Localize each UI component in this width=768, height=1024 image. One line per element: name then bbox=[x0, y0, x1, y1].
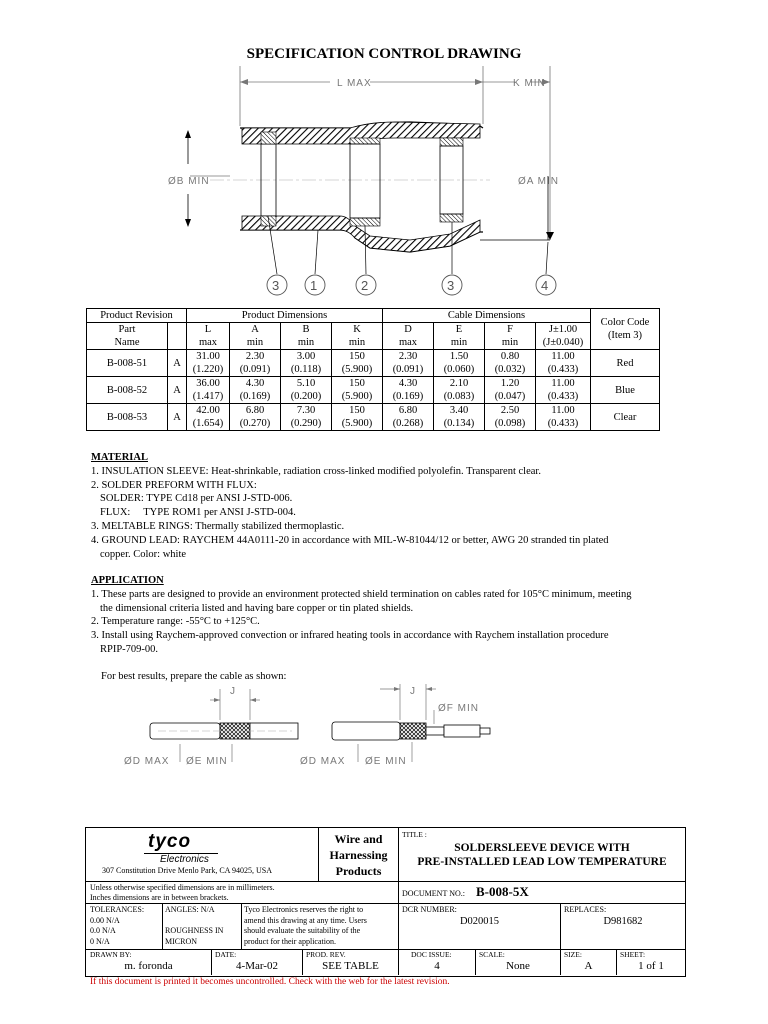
prod-rev-value: SEE TABLE bbox=[322, 960, 379, 972]
cable-prep-drawing bbox=[120, 684, 510, 770]
material-section bbox=[91, 451, 609, 561]
value-cell: 150 (5.900) bbox=[332, 350, 383, 377]
col-subheader: min bbox=[434, 336, 485, 350]
angles-roughness: ANGLES: N/A ROUGHNESS IN MICRON bbox=[165, 905, 224, 946]
material-line: copper. Color: white bbox=[100, 548, 187, 560]
product-dims-group-header: Product Dimensions bbox=[187, 309, 383, 323]
value-cell: 2.30 (0.091) bbox=[230, 350, 281, 377]
value-cell: 7.30 (0.290) bbox=[281, 404, 332, 431]
callout-bubble: 1 bbox=[310, 278, 318, 293]
dcr-number: D020015 bbox=[459, 916, 500, 927]
callout-bubble: 2 bbox=[361, 278, 369, 293]
value-cell: 3.00 (0.118) bbox=[281, 350, 332, 377]
doc-issue-label: DOC ISSUE: bbox=[411, 950, 452, 959]
material-line: SOLDER: TYPE Cd18 per ANSI J-STD-006. bbox=[100, 493, 293, 505]
color-cell: Clear bbox=[591, 404, 660, 431]
prepare-note: For best results, prepare the cable as shown: bbox=[101, 670, 287, 682]
col-header: A bbox=[230, 323, 281, 337]
rev-header-line2 bbox=[168, 336, 187, 350]
value-cell: 150 (5.900) bbox=[332, 377, 383, 404]
application-section bbox=[91, 574, 632, 684]
material-heading: MATERIAL bbox=[91, 452, 148, 463]
document-title: SOLDERSLEEVE DEVICE WITH PRE-INSTALLED LEAD LOW TEMPERATURE bbox=[417, 842, 667, 868]
product-group: Wire and Harnessing Products bbox=[329, 832, 388, 878]
rev-cell: A bbox=[168, 377, 187, 404]
rev-cell: A bbox=[168, 350, 187, 377]
sheet-label: SHEET: bbox=[620, 950, 646, 959]
scale-value: None bbox=[506, 960, 530, 972]
value-cell: 11.00 (0.433) bbox=[536, 350, 591, 377]
date-value: 4-Mar-02 bbox=[236, 960, 278, 972]
col-header: E bbox=[434, 323, 485, 337]
value-cell: 0.80 (0.032) bbox=[485, 350, 536, 377]
doc-no: B-008-5X bbox=[476, 884, 529, 899]
value-cell: 11.00 (0.433) bbox=[536, 377, 591, 404]
j-label-2: J bbox=[410, 686, 416, 697]
part-header-line2: Name bbox=[87, 336, 168, 350]
logo-subtitle: Electronics bbox=[160, 854, 209, 865]
value-cell: 4.30 (0.169) bbox=[230, 377, 281, 404]
doc-issue-value: 4 bbox=[434, 960, 440, 972]
rev-header bbox=[168, 323, 187, 337]
date-label: DATE: bbox=[215, 950, 237, 959]
material-line: 4. GROUND LEAD: RAYCHEM 44A0111-20 in accordance with MIL-W-81044/12 or better, AWG 20 stranded tin plated bbox=[91, 534, 609, 546]
size-label: SIZE: bbox=[564, 950, 582, 959]
drawn-by: m. foronda bbox=[124, 960, 173, 972]
sleeve-drawing bbox=[150, 66, 590, 302]
callout-bubble: 3 bbox=[272, 278, 280, 293]
col-header: L bbox=[187, 323, 230, 337]
replaces-label: REPLACES: bbox=[564, 905, 607, 914]
d-max-label-2: ØD MAX bbox=[300, 756, 346, 767]
col-header: K bbox=[332, 323, 383, 337]
table-row bbox=[87, 377, 660, 404]
value-cell: 36.00 (1.417) bbox=[187, 377, 230, 404]
col-subheader: min bbox=[485, 336, 536, 350]
col-subheader: max bbox=[383, 336, 434, 350]
col-header: D bbox=[383, 323, 434, 337]
material-line: 2. SOLDER PREFORM WITH FLUX: bbox=[91, 479, 257, 491]
dcr-label: DCR NUMBER: bbox=[402, 905, 457, 914]
color-code-header: Color Code (Item 3) bbox=[591, 309, 660, 350]
material-line: FLUX: TYPE ROM1 per ANSI J-STD-004. bbox=[100, 507, 296, 519]
d-max-label: ØD MAX bbox=[124, 756, 170, 767]
k-min-label: K MIN bbox=[513, 78, 546, 89]
f-min-label: ØF MIN bbox=[438, 703, 479, 714]
b-min-label: ØB MIN bbox=[168, 176, 210, 187]
value-cell: 2.30 (0.091) bbox=[383, 350, 434, 377]
callout-bubble: 3 bbox=[447, 278, 455, 293]
value-cell: 31.00 (1.220) bbox=[187, 350, 230, 377]
uncontrolled-warning: If this document is printed it becomes uncontrolled. Check with the web for the latest revision. bbox=[90, 977, 450, 987]
rev-cell: A bbox=[168, 404, 187, 431]
application-line: 3. Install using Raychem-approved convection or infrared heating tools in accordance with Raychem installation procedure bbox=[91, 630, 609, 642]
value-cell: 2.50 (0.098) bbox=[485, 404, 536, 431]
value-cell: 42.00 (1.654) bbox=[187, 404, 230, 431]
value-cell: 4.30 (0.169) bbox=[383, 377, 434, 404]
value-cell: 1.20 (0.047) bbox=[485, 377, 536, 404]
value-cell: 6.80 (0.268) bbox=[383, 404, 434, 431]
application-line: 1. These parts are designed to provide an environment protected shield termination on cables rated for 105°C minimum, meeting bbox=[91, 588, 632, 600]
application-line: the dimensional criteria listed and having bare copper or tin plated shields. bbox=[100, 602, 414, 614]
j-label: J bbox=[230, 686, 236, 697]
callout-bubble: 4 bbox=[541, 278, 549, 293]
a-min-label: ØA MIN bbox=[518, 176, 560, 187]
value-cell: 150 (5.900) bbox=[332, 404, 383, 431]
col-subheader: min bbox=[230, 336, 281, 350]
color-cell: Red bbox=[591, 350, 660, 377]
col-header: J±1.00 bbox=[536, 323, 591, 337]
table-row bbox=[87, 404, 660, 431]
company-address: 307 Constitution Drive Menlo Park, CA 94025, USA bbox=[102, 866, 273, 875]
col-subheader: max bbox=[187, 336, 230, 350]
material-line: 1. INSULATION SLEEVE: Heat-shrinkable, radiation cross-linked modified polyolefin. Transparent clear. bbox=[91, 465, 541, 477]
value-cell: 5.10 (0.200) bbox=[281, 377, 332, 404]
e-min-label-2: ØE MIN bbox=[365, 756, 407, 767]
part-header: Part bbox=[87, 323, 168, 337]
value-cell: 2.10 (0.083) bbox=[434, 377, 485, 404]
disclaimer: Tyco Electronics reserves the right to amend this drawing at any time. Users should evaluate the suitability of the product for their application. bbox=[244, 905, 367, 946]
scale-label: SCALE: bbox=[479, 950, 505, 959]
col-subheader: min bbox=[281, 336, 332, 350]
revision-group-header: Product Revision bbox=[87, 309, 187, 323]
replaces-value: D981682 bbox=[603, 916, 643, 927]
product-table bbox=[86, 308, 660, 431]
value-cell: 6.80 (0.270) bbox=[230, 404, 281, 431]
part-name-cell: B-008-52 bbox=[87, 377, 168, 404]
cable-dims-group-header: Cable Dimensions bbox=[383, 309, 591, 323]
part-name-cell: B-008-51 bbox=[87, 350, 168, 377]
part-name-cell: B-008-53 bbox=[87, 404, 168, 431]
l-max-label: L MAX bbox=[337, 78, 372, 89]
value-cell: 3.40 (0.134) bbox=[434, 404, 485, 431]
size-value: A bbox=[584, 960, 593, 972]
doc-no-label: DOCUMENT NO.: bbox=[402, 889, 465, 898]
col-subheader: (J±0.040) bbox=[536, 336, 591, 350]
value-cell: 1.50 (0.060) bbox=[434, 350, 485, 377]
value-cell: 11.00 (0.433) bbox=[536, 404, 591, 431]
application-line: RPIP-709-00. bbox=[100, 643, 159, 655]
units-note: Unless otherwise specified dimensions are in millimeters. Inches dimensions are in between brackets. bbox=[90, 883, 275, 902]
tyco-logo: tyco bbox=[148, 831, 192, 852]
drawn-by-label: DRAWN BY: bbox=[90, 950, 132, 959]
col-header: F bbox=[485, 323, 536, 337]
title-block bbox=[85, 827, 686, 977]
application-heading: APPLICATION bbox=[91, 575, 164, 586]
application-line: 2. Temperature range: -55°C to +125°C. bbox=[91, 616, 260, 628]
tolerances: TOLERANCES: 0.00 N/A 0.0 N/A 0 N/A bbox=[90, 905, 145, 946]
col-subheader: min bbox=[332, 336, 383, 350]
sheet-value: 1 of 1 bbox=[638, 960, 664, 972]
title-label: TITLE : bbox=[402, 830, 427, 839]
table-row bbox=[87, 350, 660, 377]
color-cell: Blue bbox=[591, 377, 660, 404]
col-header: B bbox=[281, 323, 332, 337]
page-title: SPECIFICATION CONTROL DRAWING bbox=[246, 46, 522, 62]
e-min-label: ØE MIN bbox=[186, 756, 228, 767]
prod-rev-label: PROD. REV. bbox=[306, 950, 346, 959]
material-line: 3. MELTABLE RINGS: Thermally stabilized thermoplastic. bbox=[91, 520, 345, 532]
